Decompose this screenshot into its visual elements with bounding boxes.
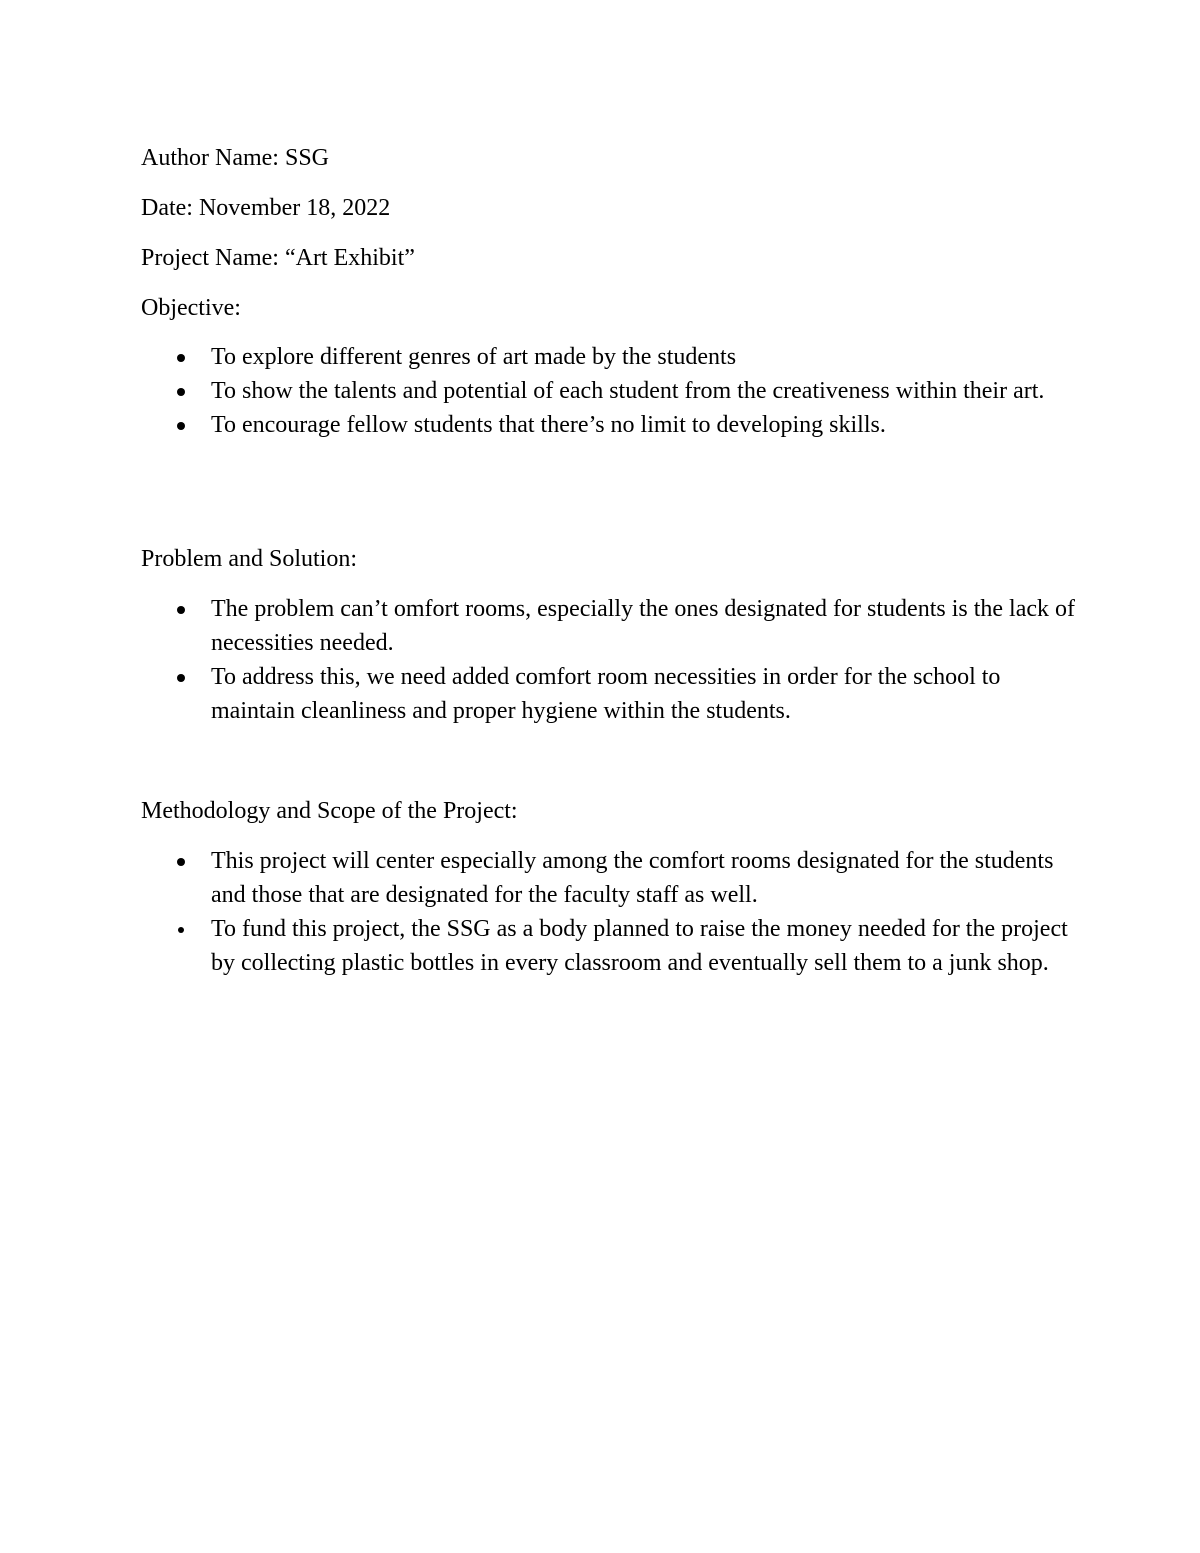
list-item — [141, 844, 1081, 912]
list-item-text: This project will center especially among the comfort rooms designated for the students and those that are designated for the faculty staff as well. — [211, 848, 1054, 908]
list-item — [141, 408, 1081, 442]
methodology-heading: Methodology and Scope of the Project: — [141, 798, 518, 824]
list-item — [141, 340, 1081, 374]
author-line: Author Name: SSG — [141, 145, 329, 171]
list-item — [141, 912, 1081, 980]
bullet-icon — [177, 606, 185, 614]
list-item-text: To address this, we need added comfort room necessities in order for the school to maintain cleanliness and proper hygiene within the students. — [211, 664, 1001, 724]
bullet-icon — [177, 388, 185, 396]
methodology-list — [141, 844, 1081, 980]
bullet-icon — [177, 422, 185, 430]
bullet-icon — [178, 927, 184, 933]
list-item-text: The problem can’t omfort rooms, especially the ones designated for students is the lack of necessities needed. — [211, 596, 1075, 656]
problem-solution-list — [141, 592, 1081, 728]
list-item-text: To fund this project, the SSG as a body planned to raise the money needed for the project by collecting plastic bottles in every classroom and eventually sell them to a junk shop. — [211, 916, 1068, 976]
problem-solution-heading: Problem and Solution: — [141, 546, 357, 572]
objective-list — [141, 340, 1081, 442]
bullet-icon — [177, 354, 185, 362]
list-item — [141, 374, 1081, 408]
list-item-text: To show the talents and potential of each student from the creativeness within their art. — [211, 378, 1045, 404]
bullet-icon — [177, 858, 185, 866]
date-line: Date: November 18, 2022 — [141, 195, 391, 221]
objective-heading: Objective: — [141, 295, 241, 321]
list-item — [141, 660, 1081, 728]
project-name-line: Project Name: “Art Exhibit” — [141, 245, 415, 271]
bullet-icon — [177, 674, 185, 682]
list-item — [141, 592, 1081, 660]
list-item-text: To explore different genres of art made by the students — [211, 344, 737, 370]
list-item-text: To encourage fellow students that there’s no limit to developing skills. — [211, 412, 886, 438]
